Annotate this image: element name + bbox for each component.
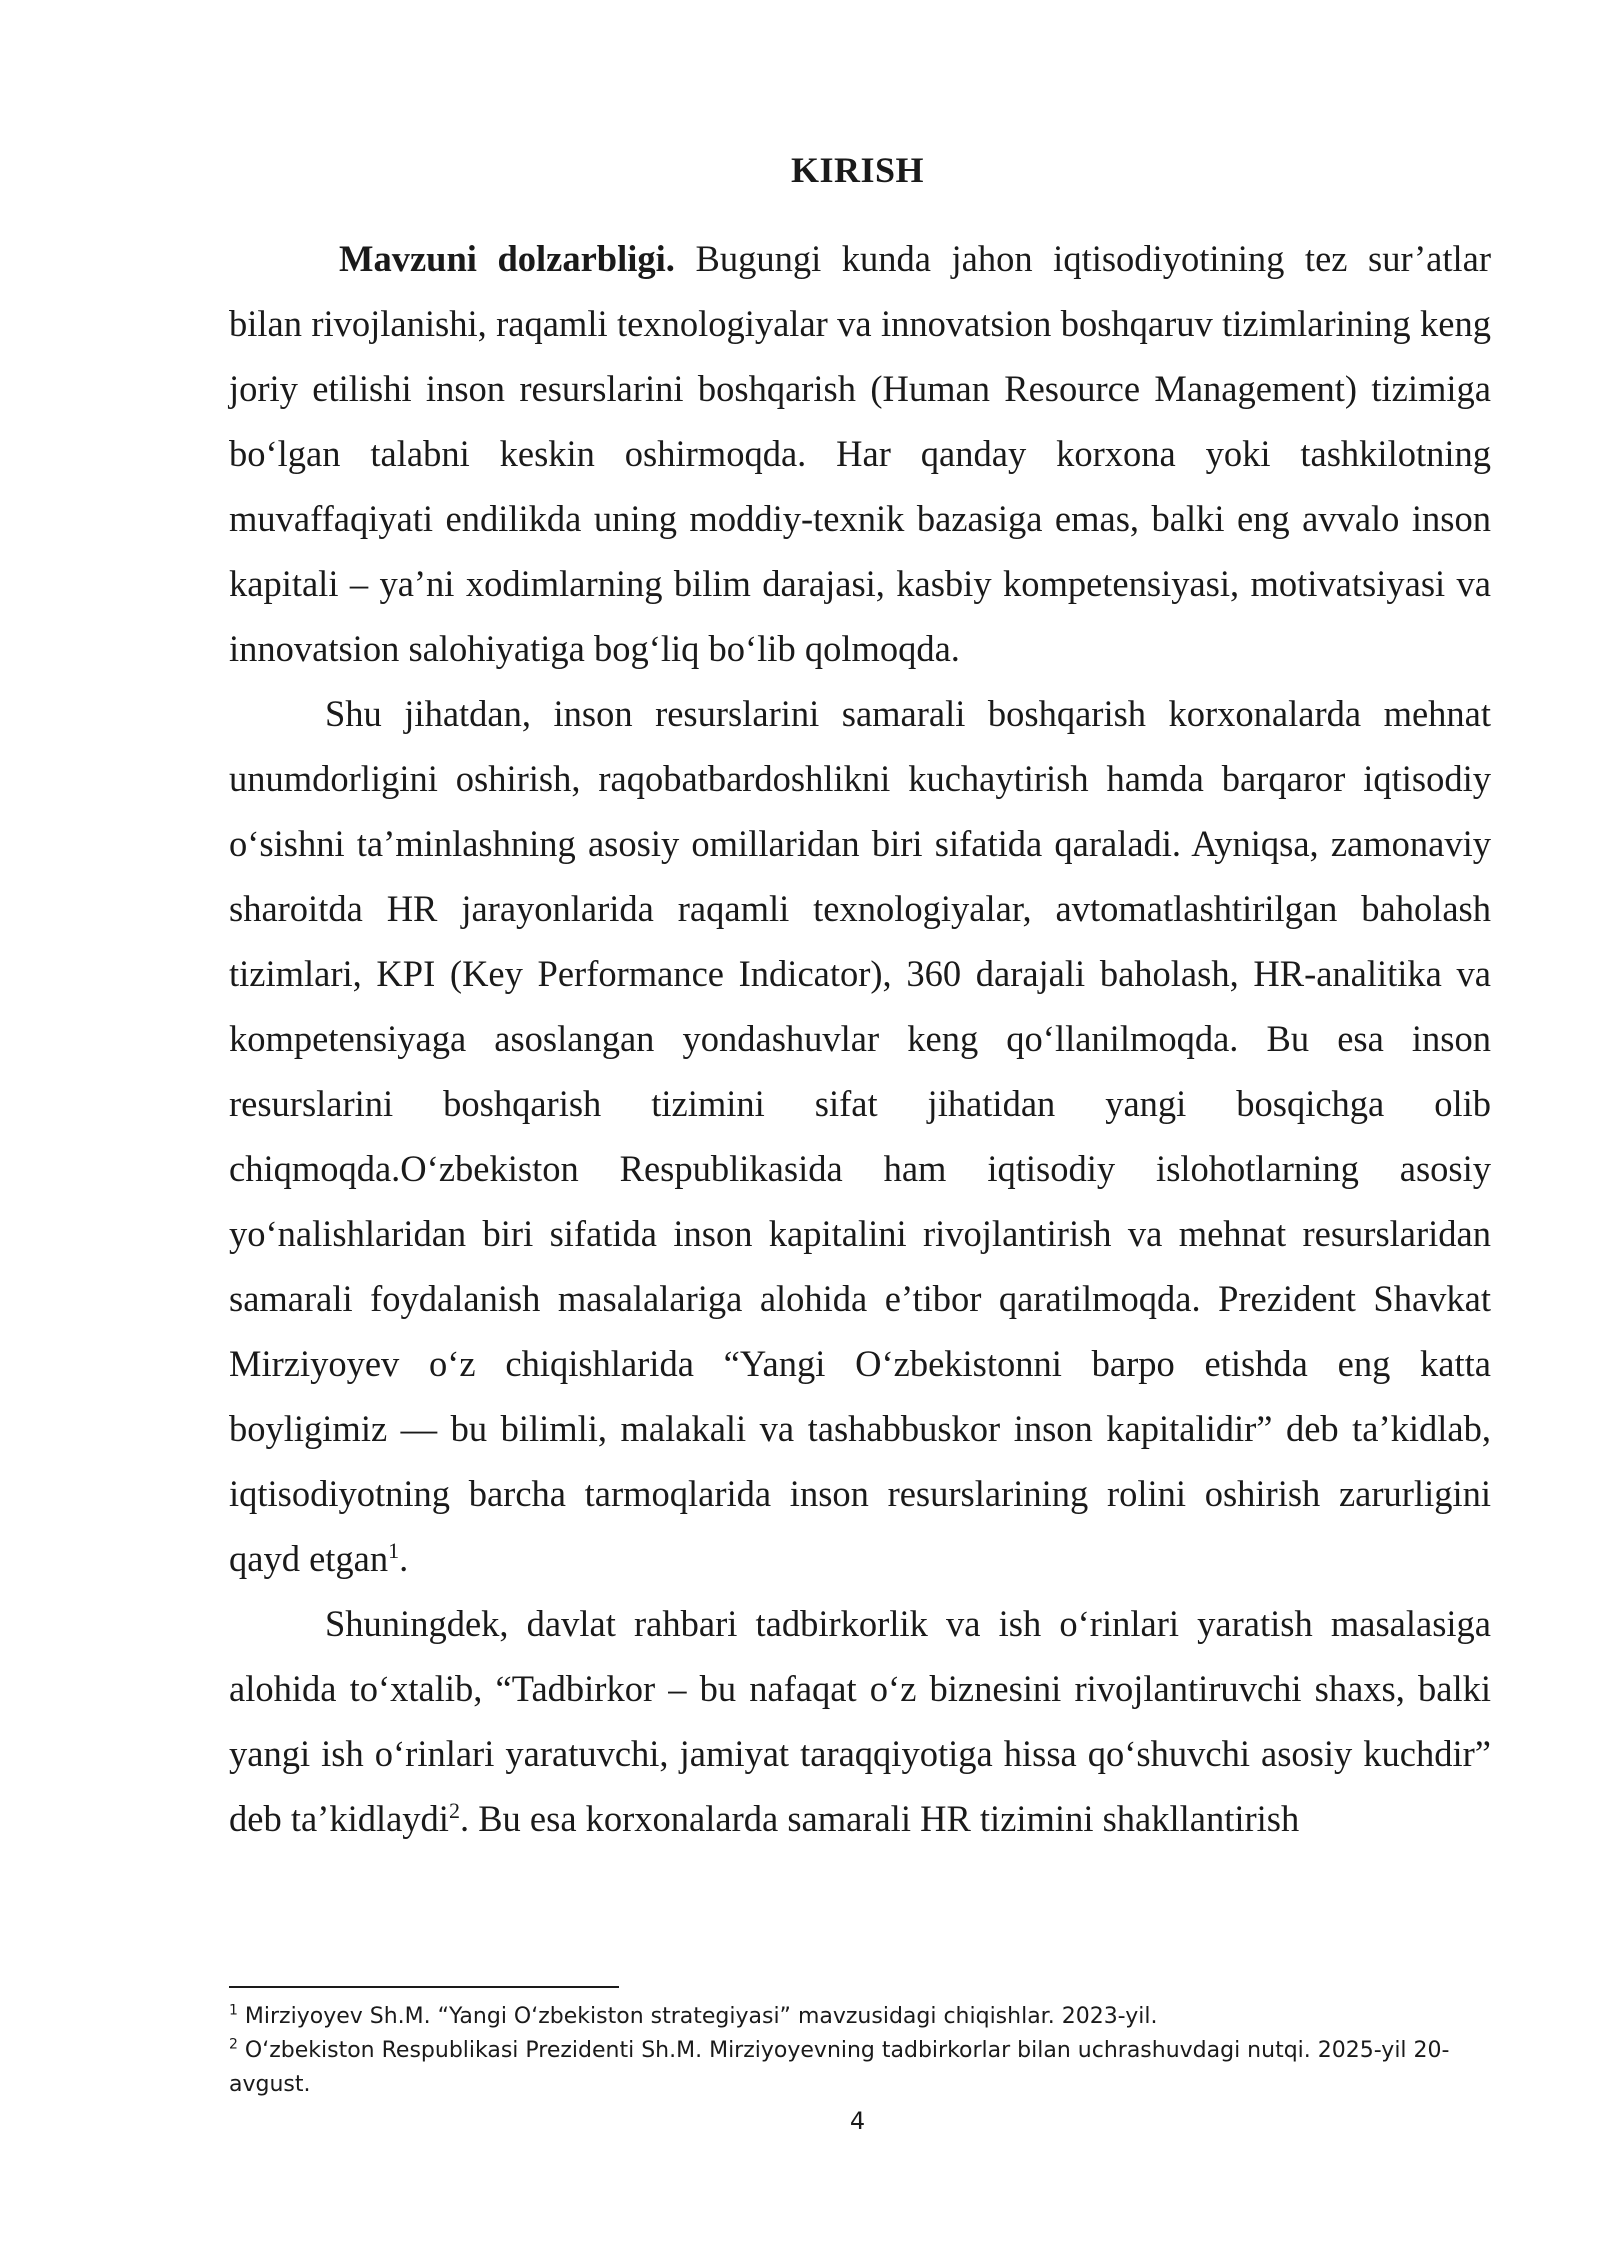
footnotes: [229, 2000, 1491, 2102]
paragraph-text: Shuningdek, davlat rahbari tadbirkorlik va ish o‘rinlari yaratish masalasiga alohida to‘xtalib, “Tadbirkor – bu nafaqat o‘z biznesini rivojlantiruvchi shaxs, balki yangi ish o‘rinlari yaratuvchi, jamiyat taraqqiyotiga hissa qo‘shuvchi asosiy kuchdir” deb ta’kidlaydi: [229, 1603, 1491, 1839]
paragraph-hr-importance: [229, 681, 1491, 1591]
footnote-number: 2: [229, 2036, 238, 2053]
footnote-item: [229, 2000, 1491, 2034]
footnote-ref-1[interactable]: 1: [388, 1537, 400, 1563]
footnote-text: Mirziyoyev Sh.M. “Yangi O‘zbekiston strategiyasi” mavzusidagi chiqishlar. 2023-yil.: [237, 2004, 1158, 2029]
paragraph-text-end: . Bu esa korxonalarda samarali HR tizimini shakllantirish: [459, 1798, 1300, 1839]
paragraph-text: Shu jihatdan, inson resurslarini samarali boshqarish korxonalarda mehnat unumdorligini oshirish, raqobatbardoshlikni kuchaytirish hamda barqaror iqtisodiy o‘sishni ta’minlashning asosiy omillaridan biri sifatida qaraladi. Ayniqsa, zamonaviy sharoitda HR jarayonlarida raqamli texnologiyalar, avtomatlashtirilgan baholash tizimlari, KPI (Key Performance Indicator), 360 darajali baholash, HR-analitika va kompetensiyaga asoslangan yondashuvlar keng qo‘llanilmoqda. Bu esa inson resurslarini boshqarish tizimini sifat jihatidan yangi bosqichga olib chiqmoqda.O‘zbekiston Respublikasida ham iqtisodiy islohotlarning asosiy yo‘nalishlaridan biri sifatida inson kapitalini rivojlantirish va mehnat resurslaridan samarali foydalanish masalalariga alohida e’tibor qaratilmoqda. Prezident Shavkat Mirziyoyev o‘z chiqishlarida “Yangi O‘zbekistonni barpo etishda eng katta boyligimiz — bu bilimli, malakali va tashabbuskor inson kapitalidir” deb ta’kidlab, iqtisodiyotning barcha tarmoqlarida inson resurslarining rolini oshirish zarurligini qayd etgan: [229, 693, 1491, 1579]
paragraph-text-end: .: [399, 1538, 409, 1579]
paragraph-relevance: [229, 226, 1491, 681]
paragraph-entrepreneurship: [229, 1591, 1491, 1851]
footnote-number: 1: [229, 2002, 238, 2019]
footnote-ref-2[interactable]: 2: [448, 1797, 460, 1823]
section-title: KIRISH: [790, 150, 925, 190]
paragraph-text: Bugungi kunda jahon iqtisodiyotining tez sur’atlar bilan rivojlanishi, raqamli texnologiyalar va innovatsion boshqaruv tizimlarining keng joriy etilishi inson resurslarini boshqarish (Human Resource Management) tizimiga bo‘lgan talabni keskin oshirmoqda. Har qanday korxona yoki tashkilotning muvaffaqiyati endilikda uning moddiy-texnik bazasiga emas, balki eng avvalo inson kapitali – ya’ni xodimlarning bilim darajasi, kasbiy kompetensiyasi, motivatsiyasi va innovatsion salohiyatiga bog‘liq bo‘lib qolmoqda.: [229, 238, 1491, 669]
footnote-separator: [229, 1986, 619, 1988]
body-text: [229, 226, 1491, 1851]
footnote-item: [229, 2034, 1491, 2102]
paragraph-lead: Mavzuni dolzarbligi.: [339, 238, 675, 279]
footnote-text: O‘zbekiston Respublikasi Prezidenti Sh.M. Mirziyoyevning tadbirkorlar bilan uchrashuvdagi nutqi. 2025-yil 20-avgust.: [229, 2038, 1450, 2097]
page-number: 4: [849, 2107, 866, 2135]
